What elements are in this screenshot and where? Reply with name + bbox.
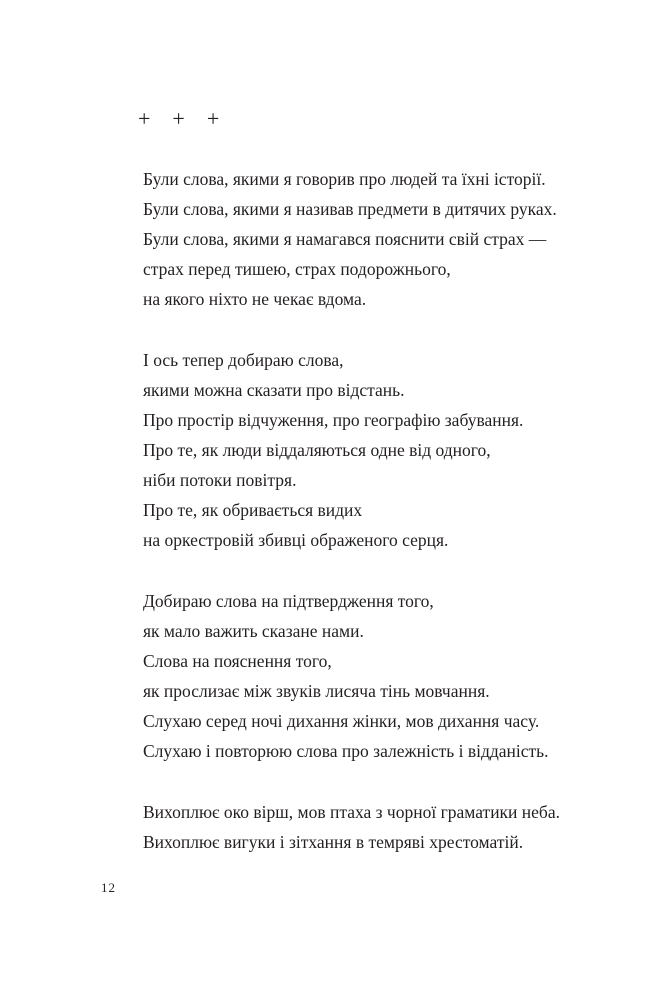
stanza-2 xyxy=(143,345,623,555)
section-ornament: + + + xyxy=(138,106,220,131)
poem-line: Про простір відчуження, про географію забування. xyxy=(143,410,524,430)
stanza-1 xyxy=(143,164,623,314)
stanza-4 xyxy=(143,797,623,857)
poem-line: Були слова, якими я намагався пояснити свій страх — xyxy=(143,229,547,249)
poem-line: ніби потоки повітря. xyxy=(143,470,297,490)
poem-line: як мало важить сказане нами. xyxy=(143,621,364,641)
poem-line: Добираю слова на підтвердження того, xyxy=(143,591,434,611)
poem-line: якими можна сказати про відстань. xyxy=(143,380,405,400)
poem-line: Вихоплює вигуки і зітхання в темряві хрестоматій. xyxy=(143,832,524,852)
page-number: 12 xyxy=(101,880,116,895)
poem-line: Слухаю і повторюю слова про залежність і відданість. xyxy=(143,741,549,761)
poem-line: страх перед тишею, страх подорожнього, xyxy=(143,259,451,279)
stanza-3 xyxy=(143,586,623,766)
poem-line: на якого ніхто не чекає вдома. xyxy=(143,289,367,309)
poem-line: на оркестровій збивці ображеного серця. xyxy=(143,530,449,550)
poem-line: І ось тепер добираю слова, xyxy=(143,350,344,370)
poem-line: Про те, як обривається видих xyxy=(143,500,363,520)
poem-line: Про те, як люди віддаляються одне від одного, xyxy=(143,440,491,460)
poem xyxy=(143,164,623,888)
poem-line: Слова на пояснення того, xyxy=(143,651,332,671)
poem-line: Були слова, якими я говорив про людей та їхні історії. xyxy=(143,169,546,189)
poem-line: Вихоплює око вірш, мов птаха з чорної граматики неба. xyxy=(143,802,560,822)
poem-line: Слухаю серед ночі дихання жінки, мов дихання часу. xyxy=(143,711,540,731)
poem-line: як прослизає між звуків лисяча тінь мовчання. xyxy=(143,681,490,701)
poem-line: Були слова, якими я називав предмети в дитячих руках. xyxy=(143,199,557,219)
